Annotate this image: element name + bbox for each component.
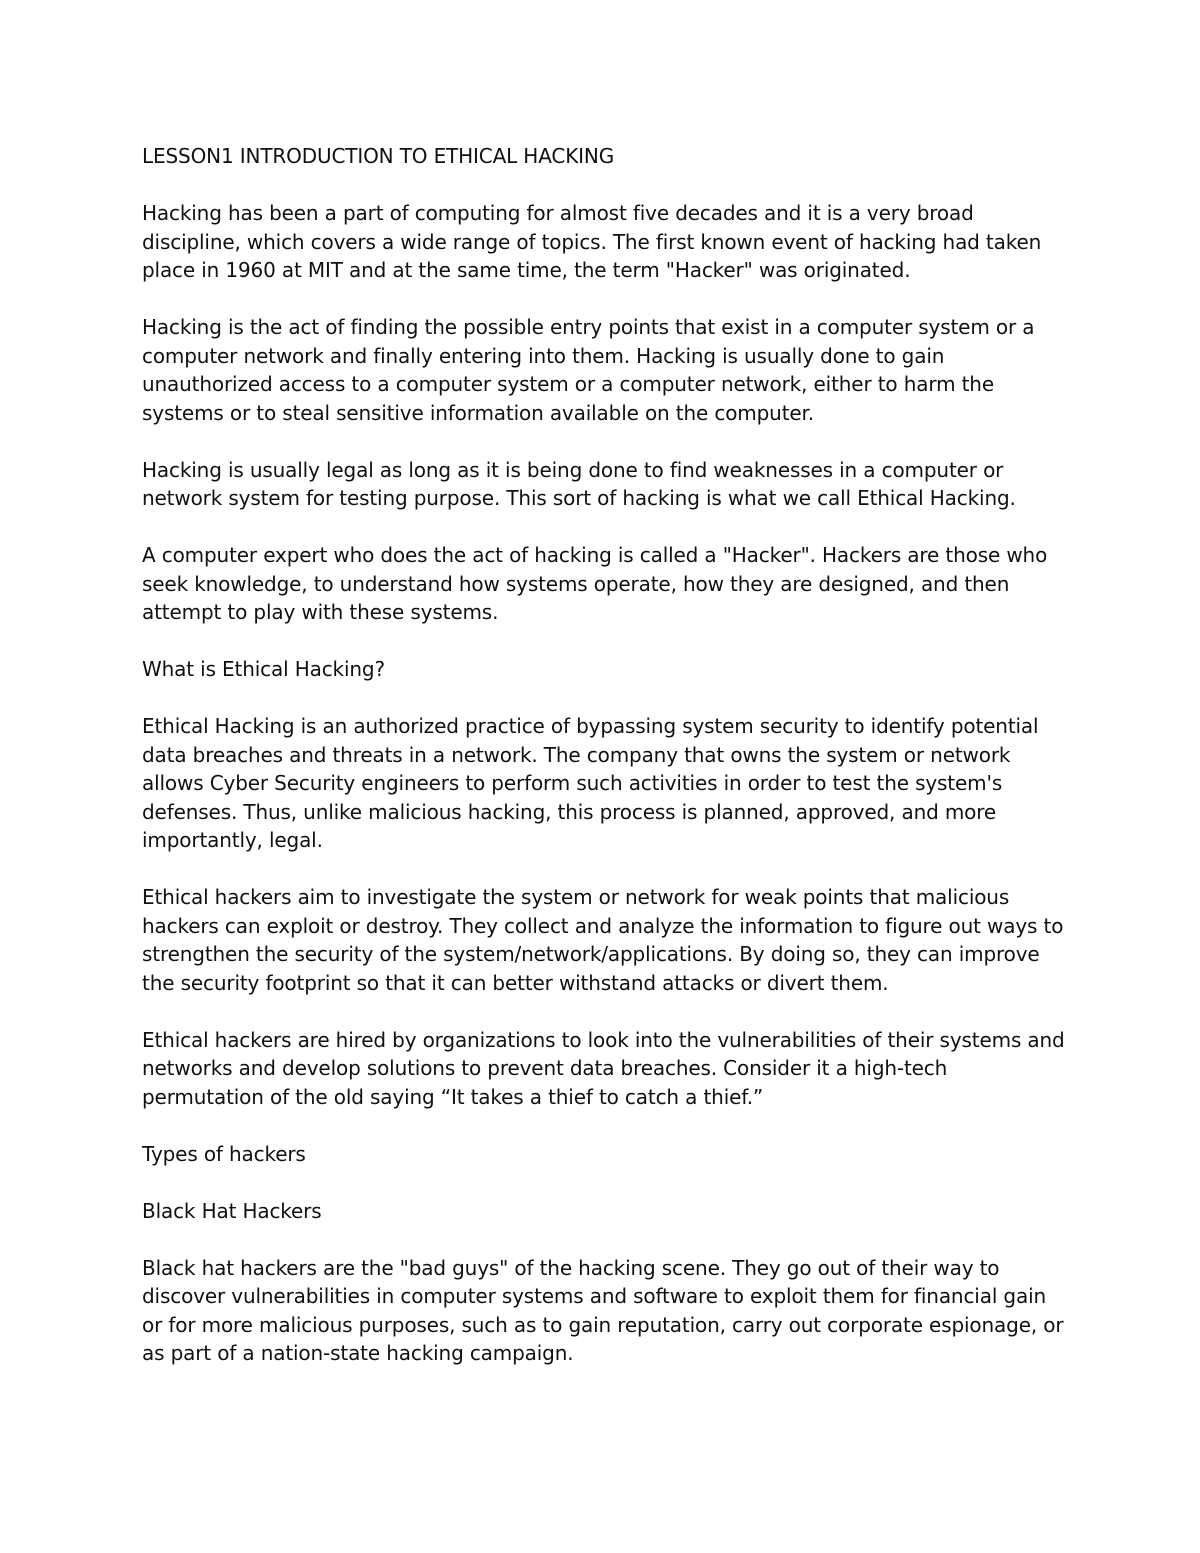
- heading-black-hat-hackers: Black Hat Hackers: [142, 1198, 322, 1223]
- document-title: LESSON1 INTRODUCTION TO ETHICAL HACKING: [142, 144, 615, 168]
- document-body: [142, 142, 1067, 1368]
- paragraph-hacker-definition: A computer expert who does the act of hacking is called a "Hacker". Hackers are those who seek knowledge, to understand how systems operate, how they are designed, and then attempt to play with these systems.: [142, 543, 1048, 624]
- heading-types-of-hackers: Types of hackers: [142, 1141, 306, 1166]
- heading-what-is-ethical-hacking: What is Ethical Hacking?: [142, 657, 385, 681]
- paragraph-hacking-legality: Hacking is usually legal as long as it is being done to find weaknesses in a computer or network system for testing purpose. This sort of hacking is what we call Ethical Hacking.: [142, 457, 1016, 510]
- paragraph-ethical-hackers-aim: Ethical hackers aim to investigate the system or network for weak points that malicious hackers can exploit or destroy. They collect and analyze the information to figure out ways to strengthen the security of the system/network/applications. By doing so, they can improve the security footprint so that it can better withstand attacks or divert them.: [142, 885, 1064, 995]
- paragraph-hacking-definition: Hacking is the act of finding the possible entry points that exist in a computer system or a computer network and finally entering into them. Hacking is usually done to gain unauthorized access to a computer system or a computer network, either to harm the systems or to steal sensitive information available on the computer.: [142, 315, 1035, 425]
- paragraph-black-hat-description: Black hat hackers are the "bad guys" of the hacking scene. They go out of their way to discover vulnerabilities in computer systems and software to exploit them for financial gain or for more malicious purposes, such as to gain reputation, carry out corporate espionage, or as part of a nation-state hacking campaign.: [142, 1255, 1064, 1365]
- paragraph-ethical-hackers-hired: Ethical hackers are hired by organizations to look into the vulnerabilities of their systems and networks and develop solutions to prevent data breaches. Consider it a high-tech permutation of the old saying “It takes a thief to catch a thief.”: [142, 1027, 1065, 1109]
- paragraph-ethical-hacking-definition: Ethical Hacking is an authorized practice of bypassing system security to identify potential data breaches and threats in a network. The company that owns the system or network allows Cyber Security engineers to perform such activities in order to test the system's defenses. Thus, unlike malicious hacking, this process is planned, approved, and more importantly, legal.: [142, 714, 1039, 852]
- paragraph-hacking-history: Hacking has been a part of computing for almost five decades and it is a very broad discipline, which covers a wide range of topics. The first known event of hacking had taken place in 1960 at MIT and at the same time, the term "Hacker" was originated.: [142, 201, 1042, 282]
